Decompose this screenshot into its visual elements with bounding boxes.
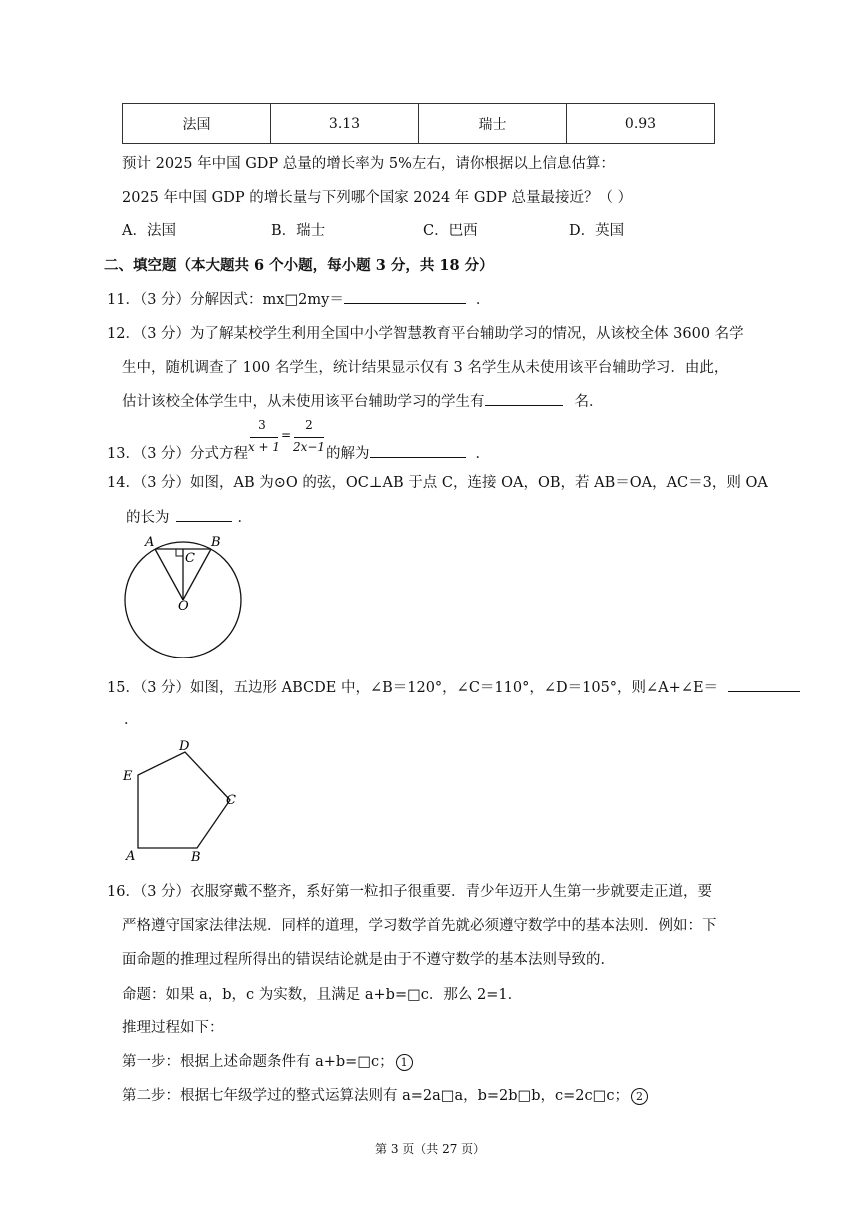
table-cell: 3.13 xyxy=(271,104,419,144)
label-c: C xyxy=(185,551,195,566)
label-d: D xyxy=(179,739,190,754)
question-text: ． xyxy=(475,446,490,462)
circled-number: 1 xyxy=(396,1054,413,1071)
table-row xyxy=(123,104,715,144)
question-15 xyxy=(107,676,800,697)
table-cell: 法国 xyxy=(123,104,271,144)
option-d[interactable]: D．英国 xyxy=(569,223,625,239)
question-14-line1: 14．（3 分）如图，AB 为⊙O 的弦，OC⊥AB 于点 C，连接 OA，OB，若 AB＝OA，AC＝3，则 OA xyxy=(107,475,768,491)
question-text: 估计该校全体学生中，从未使用该平台辅助学习的学生有 xyxy=(122,394,485,410)
step-text: 第二步：根据七年级学过的整式运算法则有 a=2a□a，b=2b□b，c=2c□c； xyxy=(122,1088,629,1104)
question-14-line2 xyxy=(126,506,252,527)
segment-oa xyxy=(155,549,183,600)
figure-pentagon xyxy=(118,736,248,866)
question-text: ． xyxy=(124,712,139,728)
question-text: 11．（3 分）分解因式：mx□2my＝ xyxy=(107,292,344,308)
table-cell: 瑞士 xyxy=(419,104,567,144)
label-a: A xyxy=(126,849,136,864)
pentagon-abcde xyxy=(138,752,230,848)
question-12-line2: 生中，随机调查了 100 名学生，统计结果显示仅有 3 名学生从未使用该平台辅助学习．由此， xyxy=(122,360,729,376)
table-cell: 0.93 xyxy=(567,104,715,144)
question-12-line1: 12．（3 分）为了解某校学生利用全国中小学智慧教育平台辅助学习的情况，从该校全体 3600 名学 xyxy=(107,326,744,342)
answer-blank[interactable] xyxy=(344,291,466,304)
step-1 xyxy=(122,1050,413,1071)
question-text: 2025 年中国 GDP 的增长量与下列哪个国家 2024 年 GDP 总量最接近？（ ） xyxy=(122,190,633,206)
fraction-bar xyxy=(294,437,324,438)
question-16-line1: 16．（3 分）衣服穿戴不整齐，系好第一粒扣子很重要．青少年迈开人生第一步就要走正道，要 xyxy=(107,884,713,900)
equals-sign: = xyxy=(280,428,292,442)
step-text: 第一步：根据上述命题条件有 a+b=□c； xyxy=(122,1054,394,1070)
question-text: 的长为 xyxy=(126,510,170,526)
answer-blank[interactable] xyxy=(728,679,800,692)
section-heading: 二、填空题（本大题共 6 个小题，每小题 3 分，共 18 分） xyxy=(104,257,494,274)
right-angle-mark xyxy=(176,549,183,556)
question-text: ． xyxy=(237,510,252,526)
question-16-line2: 严格遵守国家法律法规．同样的道理，学习数学首先就必须遵守数学中的基本法则．例如：下 xyxy=(122,918,717,934)
question-12-line3 xyxy=(122,390,604,411)
proposition: 命题：如果 a，b，c 为实数，且满足 a+b=□c．那么 2=1． xyxy=(122,987,523,1003)
answer-blank[interactable] xyxy=(370,445,466,458)
question-text: 名． xyxy=(574,394,604,410)
question-text: ． xyxy=(475,292,491,308)
question-text: 的解为 xyxy=(326,446,370,462)
fraction-numerator: 2 xyxy=(305,418,313,432)
fraction-denominator: 2x−1 xyxy=(292,440,326,454)
page-footer: 第 3 页（共 27 页） xyxy=(375,1142,486,1156)
question-13-label: 13．（3 分）分式方程 xyxy=(107,446,249,462)
label-b: B xyxy=(191,850,201,865)
fraction-numerator: 3 xyxy=(258,418,266,432)
label-a: A xyxy=(145,535,155,550)
option-c[interactable]: C．巴西 xyxy=(423,223,478,239)
question-13-tail xyxy=(326,442,490,463)
fraction-bar xyxy=(250,437,278,438)
fraction-denominator: x + 1 xyxy=(247,440,281,454)
question-text: 预计 2025 年中国 GDP 总量的增长率为 5%左右，请你根据以上信息估算： xyxy=(122,156,615,172)
option-b[interactable]: B．瑞士 xyxy=(271,223,326,239)
circled-number: 2 xyxy=(631,1088,648,1105)
label-e: E xyxy=(123,769,133,784)
option-a[interactable]: A．法国 xyxy=(122,223,176,239)
process-heading: 推理过程如下： xyxy=(122,1020,224,1036)
step-2 xyxy=(122,1084,648,1105)
question-11 xyxy=(107,288,490,309)
label-o: O xyxy=(178,599,189,614)
label-c: C xyxy=(226,793,236,808)
question-text: 15．（3 分）如图，五边形 ABCDE 中，∠B＝120°，∠C＝110°，∠D＝105°，则∠A+∠E＝ xyxy=(107,680,719,696)
figure-circle-chord xyxy=(118,530,248,658)
label-b: B xyxy=(211,535,221,550)
answer-blank[interactable] xyxy=(176,509,232,522)
answer-blank[interactable] xyxy=(485,393,563,406)
gdp-table xyxy=(122,103,715,144)
question-16-line3: 面命题的推理过程所得出的错误结论就是由于不遵守数学的基本法则导致的． xyxy=(122,952,615,968)
